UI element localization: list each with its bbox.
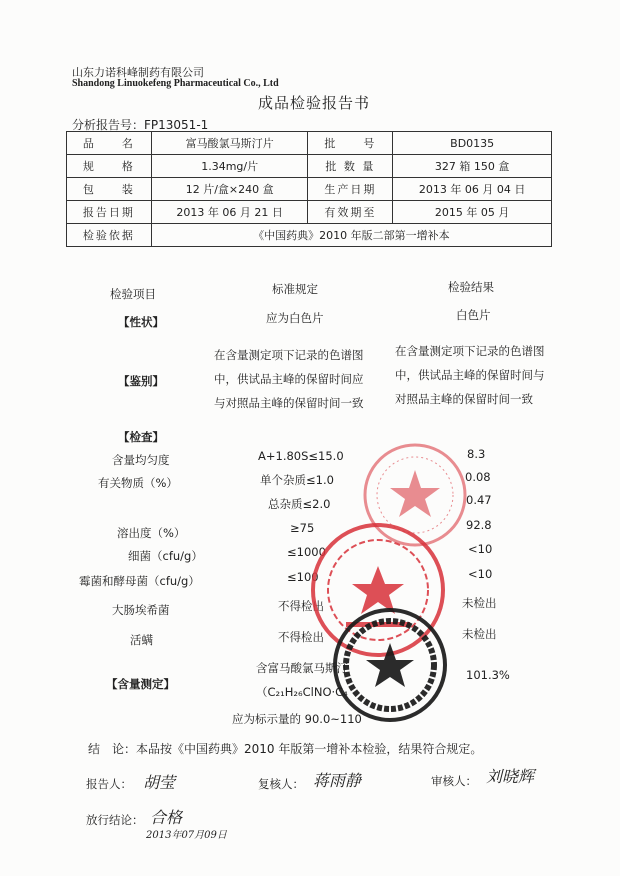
label-report-date: 报告日期 xyxy=(67,201,152,224)
table-row xyxy=(67,224,552,247)
check-name: 含量均匀度 xyxy=(112,453,170,467)
value-product-name: 富马酸氯马斯汀片 xyxy=(151,132,308,155)
approver-signature: 刘晓辉 xyxy=(486,767,535,786)
check-standard: 总杂质≤2.0 xyxy=(268,497,331,511)
check-standard: ≥75 xyxy=(290,521,315,535)
section-appearance: 【性状】 xyxy=(118,315,164,329)
check-standard: A+1.80S≤15.0 xyxy=(258,449,344,463)
check-name: 活螨 xyxy=(130,633,153,647)
section-assay: 【含量测定】 xyxy=(106,677,175,691)
star-icon xyxy=(366,643,414,687)
info-table xyxy=(66,131,552,247)
identification-result: 在含量测定项下记录的色谱图 中，供试品主峰的保留时间与 对照品主峰的保留时间一致 xyxy=(395,344,545,406)
section-identification: 【鉴别】 xyxy=(118,374,164,388)
check-standard: ≤100 xyxy=(287,570,319,584)
label-expiry: 有效期至 xyxy=(308,201,393,224)
release-label: 放行结论： xyxy=(86,813,144,827)
identification-standard: 在含量测定项下记录的色谱图 中，供试品主峰的保留时间应 与对照品主峰的保留时间一致 xyxy=(214,348,364,410)
assay-standard-line1: 含富马酸氯马斯汀 xyxy=(256,661,348,675)
value-batch-qty: 327 箱 150 盒 xyxy=(393,155,552,178)
page-title: 成品检验报告书 xyxy=(258,94,371,112)
assay-standard-line3: 应为标示量的 90.0~110 xyxy=(232,712,362,726)
star-icon xyxy=(390,470,440,517)
check-result: 0.08 xyxy=(465,470,491,484)
assay-result: 101.3% xyxy=(466,668,510,682)
appearance-standard: 应为白色片 xyxy=(266,311,324,325)
table-row xyxy=(67,155,552,178)
label-product-name: 品 名 xyxy=(67,132,152,155)
label-package: 包 装 xyxy=(67,178,152,201)
check-standard: 不得检出 xyxy=(278,599,324,613)
black-stamp xyxy=(330,605,450,725)
table-row xyxy=(67,201,552,224)
value-basis: 《中国药典》2010 年版二部第一增补本 xyxy=(151,224,551,247)
company-name-en: Shandong Linuokefeng Pharmaceutical Co., Ltd xyxy=(72,78,279,89)
label-production-date: 生产日期 xyxy=(308,178,393,201)
check-name: 细菌（cfu/g） xyxy=(128,549,203,563)
value-package: 12 片/盒×240 盒 xyxy=(151,178,308,201)
table-row xyxy=(67,178,552,201)
approver-label: 审核人： xyxy=(431,774,477,788)
check-standard: 不得检出 xyxy=(278,630,324,644)
check-result: <10 xyxy=(468,542,493,556)
label-spec: 规 格 xyxy=(67,155,152,178)
conclusion: 结 论：本品按《中国药典》2010 年版第一增补本检验，结果符合规定。 xyxy=(88,742,483,756)
assay-standard-line2: （C₂₁H₂₆ClNO·C₄ xyxy=(256,685,348,699)
value-production-date: 2013 年 06 月 04 日 xyxy=(393,178,552,201)
header-standard: 标准规定 xyxy=(272,282,318,296)
label-basis: 检验依据 xyxy=(67,224,152,247)
check-result: 92.8 xyxy=(466,518,492,532)
release-date: 2013年07月09日 xyxy=(146,830,227,841)
report-number: 分析报告号：FP13051-1 xyxy=(72,118,209,132)
company-name-cn: 山东力诺科峰制药有限公司 xyxy=(72,66,204,79)
check-result: 未检出 xyxy=(462,627,497,641)
check-name: 大肠埃希菌 xyxy=(112,603,170,617)
header-item: 检验项目 xyxy=(110,287,156,301)
appearance-result: 白色片 xyxy=(456,308,491,322)
reporter-label: 报告人： xyxy=(86,777,132,791)
check-name: 有关物质（%） xyxy=(98,476,178,490)
section-checks: 【检查】 xyxy=(118,430,164,444)
check-result: 0.47 xyxy=(466,493,492,507)
check-standard: ≤1000 xyxy=(287,545,326,559)
check-name: 溶出度（%） xyxy=(117,526,186,540)
reporter-signature: 胡莹 xyxy=(143,773,176,792)
release-signature: 合格 xyxy=(150,808,183,827)
value-spec: 1.34mg/片 xyxy=(151,155,308,178)
table-row xyxy=(67,132,552,155)
label-batch-no: 批 号 xyxy=(308,132,393,155)
value-report-date: 2013 年 06 月 21 日 xyxy=(151,201,308,224)
reviewer-label: 复核人： xyxy=(258,777,304,791)
check-name: 霉菌和酵母菌（cfu/g） xyxy=(79,574,200,588)
check-result: <10 xyxy=(468,567,493,581)
check-result: 8.3 xyxy=(467,447,486,461)
value-batch-no: BD0135 xyxy=(393,132,552,155)
check-result: 未检出 xyxy=(462,596,497,610)
value-expiry: 2015 年 05 月 xyxy=(393,201,552,224)
header-result: 检验结果 xyxy=(448,280,494,294)
reviewer-signature: 蒋雨静 xyxy=(313,771,362,790)
label-batch-qty: 批 数 量 xyxy=(308,155,393,178)
check-standard: 单个杂质≤1.0 xyxy=(260,473,334,487)
